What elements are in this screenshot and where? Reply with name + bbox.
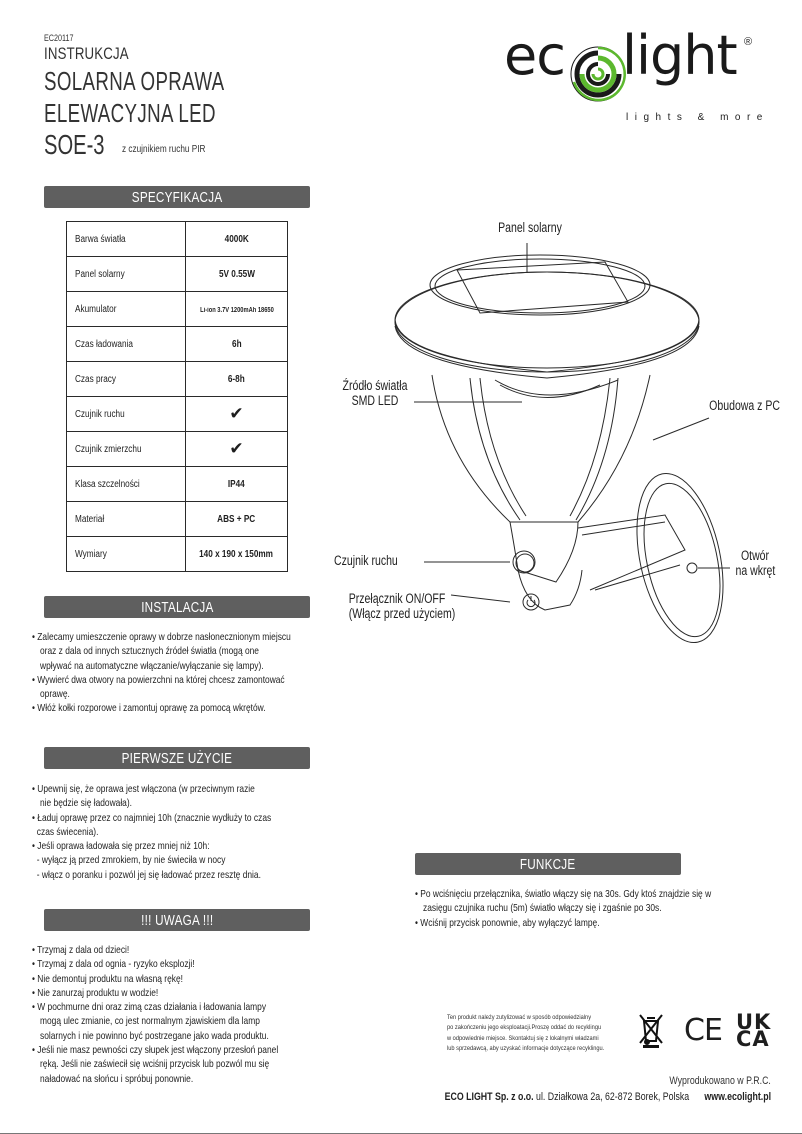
list-item: • Upewnij się, że oprawa jest włączona (w przeciwnym razie: [32, 783, 255, 795]
company-info: [363, 1091, 771, 1103]
model-subtitle: z czujnikiem ruchu PIR: [122, 144, 206, 155]
lamp-diagram: [320, 210, 790, 650]
warning-heading: !!! UWAGA !!!: [140, 911, 214, 929]
installation-list: [32, 630, 355, 716]
weee-bin-icon: [638, 1013, 664, 1049]
doc-type: INSTRUKCJA: [44, 44, 129, 63]
list-item: • Wywierć dwa otwory na powierzchni na której chcesz zamontować: [32, 673, 285, 686]
spec-heading: SPECYFIKACJA: [131, 188, 223, 206]
spec-label: Czujnik zmierzchu: [75, 443, 142, 455]
list-item: - wyłącz ją przed zmrokiem, by nie świeciła w nocy: [36, 854, 226, 867]
list-item: naładować na słońcu i spróbuj ponownie.: [40, 1072, 194, 1085]
website-link[interactable]: www.ecolight.pl: [704, 1091, 771, 1103]
list-item: solarnych i nie powinno być postrzegane jako wada produktu.: [40, 1029, 269, 1042]
solar-panel-outline: [457, 262, 628, 313]
spec-row: [67, 467, 288, 502]
spec-row: [67, 537, 288, 572]
first-use-heading-bar: [44, 747, 310, 769]
label-motion-sensor: Czujnik ruchu: [334, 553, 398, 568]
spec-row: [67, 397, 288, 432]
made-in: Wyprodukowano w P.R.C.: [669, 1075, 771, 1087]
list-item: • Ładuj oprawę przez co najmniej 10h (znacznie wydłuży to czas: [32, 811, 272, 824]
screw-hole-outline: [687, 563, 697, 573]
installation-heading: INSTALACJA: [140, 598, 214, 616]
spec-label: Czas pracy: [75, 373, 117, 385]
spec-label: Materiał: [75, 513, 105, 525]
spec-value: 5V 0.55W: [218, 268, 255, 280]
list-item: - włącz o poranku i pozwól jej się ładować przez resztę dnia.: [36, 868, 261, 881]
registered-mark: ®: [744, 36, 753, 48]
list-item: • Trzymaj z dala od ognia - ryzyko eksplozji!: [32, 958, 195, 971]
list-item: czas świecenia).: [36, 825, 99, 838]
list-item: • Zalecamy umieszczenie oprawy w dobrze nasłonecznionym miejscu: [32, 631, 291, 643]
spec-row: [67, 432, 288, 467]
spec-value: IP44: [228, 478, 245, 490]
spec-row: [67, 222, 288, 257]
spec-label: Wymiary: [75, 548, 107, 560]
list-item: wpływać na automatyczne włączanie/wyłączanie się lampy).: [40, 659, 264, 672]
spec-heading-bar: [44, 186, 310, 208]
company-name: ECO LIGHT Sp. z o.o.: [444, 1091, 534, 1103]
wall-plate-outline: [623, 466, 737, 650]
spec-value: ABS + PC: [217, 513, 256, 525]
logo-text-eco: ec: [504, 24, 565, 87]
ecolight-logo: [500, 24, 770, 128]
spec-label: Czujnik ruchu: [75, 408, 125, 420]
list-item: • Nie zanurzaj produktu w wodzie!: [32, 986, 159, 999]
logo-swirl-icon: [568, 44, 628, 104]
spec-row: [67, 502, 288, 537]
spec-label: Czas ładowania: [75, 338, 133, 350]
spec-value: 6h: [231, 338, 242, 350]
label-power-switch: Przełącznik ON/OFF (Włącz przed użyciem): [348, 591, 456, 621]
functions-heading: FUNKCJE: [520, 855, 576, 873]
list-item: oraz z dala od innych sztucznych źródeł światła (mogą one: [40, 645, 259, 658]
checkmark-icon: ✔: [229, 439, 244, 458]
list-item: ręką. Jeśli nie zaświecił się wciśnij przycisk lub pozwól mu się: [40, 1058, 270, 1071]
list-item: • Nie demontuj produktu na własną rękę!: [32, 972, 183, 985]
label-solar-panel: Panel solarny: [498, 220, 562, 235]
recycling-notice: Ten produkt należy zutylizować w sposób odpowiedzialny po zakończeniu jego eksploatacji.Proszę oddać do recyklingu w odpowiednie miejsce. Skontaktuj się z lokalnymi władzami lub sprzedawcą, aby uzyskać informacje dotyczące recyklingu.: [447, 1014, 605, 1053]
spec-row: [67, 257, 288, 292]
label-screw-hole: Otwór na wkręt: [735, 548, 776, 578]
spec-row: [67, 362, 288, 397]
list-item: • Po wciśnięciu przełącznika, światło włączy się na 30s. Gdy ktoś znajdzie się w: [415, 888, 712, 900]
spec-value: 6-8h: [228, 373, 245, 385]
logo-tagline: lights & more: [626, 112, 769, 123]
product-code: EC20117: [44, 33, 74, 43]
list-item: nie będzie się ładowała).: [40, 797, 132, 810]
spec-row: [67, 327, 288, 362]
page-title-line2: ELEWACYJNA LED: [44, 98, 216, 128]
label-housing: Obudowa z PC: [709, 398, 780, 413]
first-use-list: [32, 782, 331, 882]
functions-list: [415, 887, 785, 930]
spec-label: Akumulator: [75, 303, 117, 315]
list-item: oprawę.: [40, 688, 70, 701]
list-item: • W pochmurne dni oraz zimą czas działania i ładowania lampy: [32, 1001, 267, 1014]
installation-heading-bar: [44, 596, 310, 618]
ukca-mark-icon: UK CA: [736, 1010, 772, 1051]
spec-value: 4000K: [224, 233, 249, 245]
spec-label: Klasa szczelności: [75, 478, 140, 490]
spec-label: Barwa światła: [75, 233, 126, 245]
logo-text-light: light: [622, 24, 737, 87]
list-item: • Włóż kołki rozporowe i zamontuj oprawę za pomocą wkrętów.: [32, 702, 266, 715]
first-use-heading: PIERWSZE UŻYCIE: [121, 749, 233, 767]
page-title-line1: SOLARNA OPRAWA: [44, 66, 225, 96]
list-item: zasięgu czujnika ruchu (5m) światło włączy się i zgaśnie po 30s.: [423, 902, 662, 915]
warning-heading-bar: [44, 909, 310, 931]
list-item: • Wciśnij przycisk ponownie, aby wyłączyć lampę.: [415, 916, 600, 929]
checkmark-icon: ✔: [229, 404, 244, 423]
ce-mark-icon: CE: [684, 1013, 722, 1048]
spec-row: [67, 292, 288, 327]
spec-value: 140 x 190 x 150mm: [199, 548, 274, 560]
spec-label: Panel solarny: [75, 268, 125, 280]
model-name: SOE-3: [44, 129, 105, 160]
spec-table: [66, 221, 288, 572]
functions-heading-bar: [415, 853, 681, 875]
company-address: ul. Działkowa 2a, 62-872 Borek, Polska: [535, 1091, 690, 1103]
list-item: • Jeśli nie masz pewności czy słupek jest włączony przesłoń panel: [32, 1044, 279, 1057]
spec-value: Li-ion 3.7V 1200mAh 18650: [199, 306, 274, 314]
list-item: • Trzymaj z dala od dzieci!: [32, 944, 130, 956]
list-item: • Jeśli oprawa ładowała się przez mniej niż 10h:: [32, 840, 210, 853]
list-item: mogą ulec zmianie, co jest normalnym zjawiskiem dla lamp: [40, 1015, 260, 1028]
label-light-source: Źródło światła SMD LED: [342, 378, 408, 408]
warning-list: [32, 943, 340, 1086]
